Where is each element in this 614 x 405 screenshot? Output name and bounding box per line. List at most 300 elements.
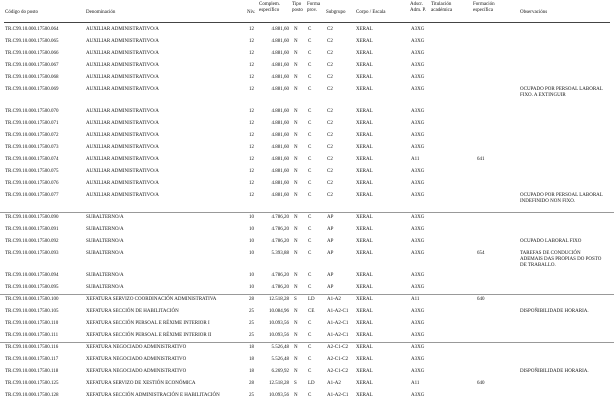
cell-subgrupo: A2-C1-C2 [327, 345, 349, 350]
cell-nivel: 18 [249, 357, 254, 362]
cell-codigo: TR.C99.10.000.17500.095 [5, 285, 59, 290]
cell-corpo: XERAL [356, 169, 373, 174]
cell-tipo: N [294, 357, 298, 362]
cell-corpo: XERAL [356, 369, 373, 374]
cell-complemento: 4.881,60 [271, 87, 289, 92]
cell-denominacion: AUXILIAR ADMINISTRATIVO/A [86, 27, 159, 32]
cell-adscricion: A3XG [411, 309, 425, 314]
header-nivel: Niv. [247, 10, 256, 15]
cell-subgrupo: AP [327, 251, 334, 256]
cell-tipo: N [294, 333, 298, 338]
cell-nivel: 12 [249, 133, 254, 138]
cell-nivel: 25 [249, 333, 254, 338]
cell-tipo: S [294, 297, 297, 302]
cell-complemento: 4.881,60 [271, 109, 289, 114]
cell-formacion: 641 [477, 157, 485, 162]
cell-adscricion: A3XG [411, 251, 425, 256]
cell-corpo: XERAL [356, 273, 373, 278]
cell-adscricion: A3XG [411, 215, 425, 220]
header-subgrupo: Subgrupo [326, 10, 346, 15]
cell-codigo: TR.C99.10.000.17500.066 [5, 51, 59, 56]
cell-observacions: DISPOÑIBILIDADE HORARIA. [520, 309, 589, 314]
cell-codigo: TR.C99.10.000.17500.111 [5, 333, 59, 338]
cell-denominacion: AUXILIAR ADMINISTRATIVO/A [86, 109, 159, 114]
cell-corpo: XERAL [356, 63, 373, 68]
cell-adscricion: A3XG [411, 133, 425, 138]
cell-denominacion: AUXILIAR ADMINISTRATIVO/A [86, 193, 159, 198]
cell-denominacion: SUBALTERNO/A [86, 227, 124, 232]
cell-corpo: XERAL [356, 157, 373, 162]
cell-observacions: OCUPADO LABORAL FIXO [520, 239, 582, 244]
cell-forma: CE [308, 309, 315, 314]
table-row [0, 49, 614, 60]
cell-subgrupo: C2 [327, 63, 333, 68]
cell-complemento: 4.786,20 [271, 285, 289, 290]
table-row [0, 249, 614, 270]
cell-complemento: 6.269,92 [271, 369, 289, 374]
cell-tipo: N [294, 251, 298, 256]
cell-codigo: TR.C99.10.000.17500.071 [5, 121, 59, 126]
cell-codigo: TR.C99.10.000.17500.069 [5, 87, 59, 92]
cell-corpo: XERAL [356, 227, 373, 232]
cell-adscricion: A3XG [411, 239, 425, 244]
cell-tipo: N [294, 169, 298, 174]
cell-subgrupo: C2 [327, 193, 333, 198]
cell-tipo: N [294, 239, 298, 244]
cell-corpo: XERAL [356, 27, 373, 32]
cell-tipo: N [294, 145, 298, 150]
table-row [0, 191, 614, 213]
table-row [0, 367, 614, 378]
cell-adscricion: A3XG [411, 51, 425, 56]
cell-denominacion: XEFATURA SECCIÓN PERSOAL E RÉXIME INTERIOR II [86, 333, 212, 338]
cell-complemento: 4.881,60 [271, 51, 289, 56]
cell-denominacion: AUXILIAR ADMINISTRATIVO/A [86, 39, 159, 44]
table-row [0, 25, 614, 36]
cell-complemento: 4.786,20 [271, 273, 289, 278]
table-row [0, 37, 614, 48]
cell-observacions: OCUPADO POR PERSOAL LABORAL FIXO. A EXTINGUIR [520, 87, 603, 98]
cell-observacions: TAREFAS DE CONDUCIÓN ADEMAIS DAS PROPIAS DO POSTO DE TRABALLO. [520, 251, 602, 268]
cell-forma: C [308, 75, 312, 80]
cell-forma: C [308, 133, 312, 138]
header-corpo: Corpo / Escala [356, 10, 386, 15]
cell-adscricion: A3XG [411, 193, 425, 198]
cell-codigo: TR.C99.10.000.17500.091 [5, 227, 59, 232]
cell-forma: C [308, 63, 312, 68]
cell-forma: C [308, 227, 312, 232]
cell-forma: C [308, 27, 312, 32]
cell-adscricion: A3XG [411, 121, 425, 126]
cell-nivel: 25 [249, 393, 254, 398]
cell-nivel: 18 [249, 369, 254, 374]
cell-nivel: 12 [249, 193, 254, 198]
cell-codigo: TR.C99.10.000.17500.110 [5, 321, 59, 326]
cell-complemento: 12.518,28 [269, 297, 289, 302]
cell-tipo: N [294, 27, 298, 32]
cell-tipo: N [294, 121, 298, 126]
cell-nivel: 12 [249, 51, 254, 56]
cell-denominacion: XEFATURA SERVIZO COORDINACIÓN ADMINISTRATIVA [86, 297, 217, 302]
cell-adscricion: A3XG [411, 345, 425, 350]
cell-denominacion: AUXILIAR ADMINISTRATIVO/A [86, 133, 159, 138]
cell-codigo: TR.C99.10.000.17500.118 [5, 369, 59, 374]
cell-nivel: 10 [249, 227, 254, 232]
cell-complemento: 4.881,60 [271, 157, 289, 162]
cell-subgrupo: AP [327, 215, 334, 220]
cell-subgrupo: AP [327, 273, 334, 278]
cell-corpo: XERAL [356, 345, 373, 350]
cell-tipo: N [294, 393, 298, 398]
cell-forma: C [308, 181, 312, 186]
cell-codigo: TR.C99.10.000.17500.105 [5, 309, 59, 314]
cell-codigo: TR.C99.10.000.17500.076 [5, 181, 59, 186]
table-row [0, 295, 614, 306]
cell-nivel: 10 [249, 285, 254, 290]
cell-adscricion: A3XG [411, 169, 425, 174]
cell-denominacion: AUXILIAR ADMINISTRATIVO/A [86, 87, 159, 92]
cell-complemento: 5.526,48 [271, 345, 289, 350]
cell-corpo: XERAL [356, 285, 373, 290]
cell-subgrupo: C2 [327, 51, 333, 56]
cell-corpo: XERAL [356, 109, 373, 114]
cell-observacions: DISPOÑIBILIDADE HORARIA. [520, 369, 589, 374]
table-row [0, 283, 614, 295]
cell-forma: C [308, 345, 312, 350]
cell-denominacion: SUBALTERNO/A [86, 215, 124, 220]
cell-denominacion: AUXILIAR ADMINISTRATIVO/A [86, 157, 159, 162]
cell-nivel: 12 [249, 181, 254, 186]
cell-corpo: XERAL [356, 181, 373, 186]
cell-nivel: 10 [249, 251, 254, 256]
cell-nivel: 12 [249, 169, 254, 174]
cell-adscricion: A3XG [411, 75, 425, 80]
cell-denominacion: AUXILIAR ADMINISTRATIVO/A [86, 51, 159, 56]
cell-codigo: TR.C99.10.000.17500.128 [5, 393, 59, 398]
table-row [0, 391, 614, 402]
cell-adscricion: A3XG [411, 27, 425, 32]
table-row [0, 307, 614, 318]
cell-tipo: N [294, 227, 298, 232]
header-complemento: Complem. específico [259, 2, 280, 13]
cell-forma: C [308, 357, 312, 362]
cell-complemento: 5.393,88 [271, 251, 289, 256]
cell-nivel: 12 [249, 121, 254, 126]
cell-corpo: XERAL [356, 51, 373, 56]
cell-adscricion: A3XG [411, 393, 425, 398]
table-row [0, 167, 614, 178]
cell-complemento: 10.093,56 [269, 333, 289, 338]
header-forma: Forma prov. [307, 2, 321, 13]
cell-codigo: TR.C99.10.000.17500.065 [5, 39, 59, 44]
table-row [0, 271, 614, 282]
cell-denominacion: AUXILIAR ADMINISTRATIVO/A [86, 169, 159, 174]
cell-codigo: TR.C99.10.000.17500.064 [5, 27, 59, 32]
cell-subgrupo: AP [327, 239, 334, 244]
cell-tipo: N [294, 51, 298, 56]
cell-codigo: TR.C99.10.000.17500.090 [5, 215, 59, 220]
cell-codigo: TR.C99.10.000.17500.068 [5, 75, 59, 80]
cell-adscricion: A3XG [411, 273, 425, 278]
cell-adscricion: A3XG [411, 109, 425, 114]
cell-corpo: XERAL [356, 133, 373, 138]
cell-adscricion: A3XG [411, 357, 425, 362]
cell-corpo: XERAL [356, 321, 373, 326]
cell-corpo: XERAL [356, 239, 373, 244]
cell-forma: C [308, 333, 312, 338]
cell-denominacion: XEFATURA NEGOCIADO ADMINISTRATIVO [86, 357, 187, 362]
table-row [0, 379, 614, 390]
table-row [0, 119, 614, 130]
cell-forma: C [308, 273, 312, 278]
table-row [0, 343, 614, 354]
cell-complemento: 4.881,60 [271, 133, 289, 138]
cell-corpo: XERAL [356, 145, 373, 150]
cell-corpo: XERAL [356, 39, 373, 44]
cell-tipo: N [294, 133, 298, 138]
cell-codigo: TR.C99.10.000.17500.093 [5, 251, 59, 256]
cell-complemento: 4.881,60 [271, 145, 289, 150]
header-adscricion: Adscr. Adm. P. [410, 2, 426, 13]
cell-complemento: 4.881,60 [271, 169, 289, 174]
cell-codigo: TR.C99.10.000.17500.100 [5, 297, 59, 302]
cell-tipo: N [294, 215, 298, 220]
table-row [0, 107, 614, 118]
cell-denominacion: AUXILIAR ADMINISTRATIVO/A [86, 121, 159, 126]
cell-nivel: 18 [249, 345, 254, 350]
cell-tipo: N [294, 63, 298, 68]
header-observacions: Observacións [520, 10, 548, 15]
header-denominacion: Denominación [86, 10, 116, 15]
cell-tipo: N [294, 39, 298, 44]
cell-corpo: XERAL [356, 357, 373, 362]
cell-complemento: 12.518,28 [269, 381, 289, 386]
cell-forma: LD [308, 297, 315, 302]
cell-formacion: 640 [477, 381, 485, 386]
cell-nivel: 25 [249, 309, 254, 314]
cell-subgrupo: C2 [327, 133, 333, 138]
cell-denominacion: SUBALTERNO/A [86, 273, 124, 278]
table-row [0, 331, 614, 343]
cell-tipo: S [294, 381, 297, 386]
cell-codigo: TR.C99.10.000.17500.094 [5, 273, 59, 278]
cell-codigo: TR.C99.10.000.17500.073 [5, 145, 59, 150]
cell-denominacion: XEFATURA NEGOCIADO ADMINISTRATIVO [86, 345, 187, 350]
cell-observacions: OCUPADO POR PERSOAL LABORAL INDEFINIDO NON FIXO. [520, 193, 603, 204]
cell-subgrupo: C2 [327, 145, 333, 150]
cell-nivel: 12 [249, 75, 254, 80]
cell-forma: C [308, 369, 312, 374]
table-row [0, 179, 614, 190]
cell-corpo: XERAL [356, 393, 373, 398]
cell-codigo: TR.C99.10.000.17500.092 [5, 239, 59, 244]
cell-forma: C [308, 169, 312, 174]
cell-subgrupo: C2 [327, 169, 333, 174]
cell-nivel: 12 [249, 87, 254, 92]
cell-tipo: N [294, 345, 298, 350]
header-divider [4, 22, 610, 23]
cell-adscricion: A3XG [411, 39, 425, 44]
cell-subgrupo: C2 [327, 157, 333, 162]
table-row [0, 237, 614, 248]
cell-forma: C [308, 251, 312, 256]
cell-complemento: 4.881,60 [271, 27, 289, 32]
cell-nivel: 10 [249, 273, 254, 278]
cell-subgrupo: A2-C1-C2 [327, 357, 349, 362]
cell-complemento: 4.881,60 [271, 63, 289, 68]
cell-corpo: XERAL [356, 297, 373, 302]
cell-complemento: 4.786,20 [271, 239, 289, 244]
cell-adscricion: A3XG [411, 145, 425, 150]
cell-subgrupo: C2 [327, 109, 333, 114]
cell-forma: C [308, 285, 312, 290]
cell-adscricion: A3XG [411, 321, 425, 326]
cell-nivel: 12 [249, 157, 254, 162]
header-tipo: Tipo posto [292, 2, 303, 13]
table-row [0, 225, 614, 236]
cell-forma: C [308, 109, 312, 114]
cell-forma: C [308, 145, 312, 150]
cell-adscricion: A11 [411, 157, 420, 162]
cell-complemento: 4.881,60 [271, 193, 289, 198]
cell-corpo: XERAL [356, 75, 373, 80]
cell-subgrupo: C2 [327, 87, 333, 92]
cell-subgrupo: C2 [327, 75, 333, 80]
cell-complemento: 4.786,20 [271, 227, 289, 232]
table-row [0, 61, 614, 72]
cell-complemento: 4.786,20 [271, 215, 289, 220]
table-row [0, 355, 614, 366]
cell-complemento: 4.881,60 [271, 181, 289, 186]
cell-subgrupo: C2 [327, 39, 333, 44]
cell-corpo: XERAL [356, 193, 373, 198]
header-formacion: Formación específica [473, 2, 495, 13]
cell-subgrupo: A1-A2-C1 [327, 309, 349, 314]
cell-forma: C [308, 215, 312, 220]
table-row [0, 319, 614, 330]
cell-forma: LD [308, 381, 315, 386]
cell-complemento: 4.881,60 [271, 75, 289, 80]
cell-tipo: N [294, 273, 298, 278]
cell-tipo: N [294, 87, 298, 92]
cell-corpo: XERAL [356, 309, 373, 314]
cell-denominacion: SUBALTERNO/A [86, 251, 124, 256]
cell-complemento: 10.093,56 [269, 393, 289, 398]
table-row [0, 213, 614, 224]
cell-denominacion: SUBALTERNO/A [86, 239, 124, 244]
cell-nivel: 12 [249, 145, 254, 150]
cell-corpo: XERAL [356, 251, 373, 256]
cell-corpo: XERAL [356, 215, 373, 220]
cell-subgrupo: A1-A2 [327, 381, 341, 386]
cell-nivel: 10 [249, 239, 254, 244]
cell-codigo: TR.C99.10.000.17500.117 [5, 357, 59, 362]
cell-codigo: TR.C99.10.000.17500.074 [5, 157, 59, 162]
table-row [0, 85, 614, 106]
cell-adscricion: A3XG [411, 87, 425, 92]
cell-subgrupo: C2 [327, 181, 333, 186]
cell-nivel: 28 [249, 381, 254, 386]
cell-forma: C [308, 393, 312, 398]
cell-tipo: N [294, 285, 298, 290]
table-row [0, 143, 614, 154]
cell-codigo: TR.C99.10.000.17500.075 [5, 169, 59, 174]
cell-subgrupo: AP [327, 285, 334, 290]
cell-complemento: 4.881,60 [271, 121, 289, 126]
cell-tipo: N [294, 193, 298, 198]
cell-denominacion: XEFATURA NEGOCIADO ADMINISTRATIVO [86, 369, 187, 374]
cell-tipo: N [294, 369, 298, 374]
cell-formacion: 640 [477, 297, 485, 302]
cell-subgrupo: C2 [327, 121, 333, 126]
cell-codigo: TR.C99.10.000.17500.077 [5, 193, 59, 198]
cell-denominacion: AUXILIAR ADMINISTRATIVO/A [86, 145, 159, 150]
cell-forma: C [308, 39, 312, 44]
cell-subgrupo: C2 [327, 27, 333, 32]
table-row [0, 73, 614, 84]
cell-denominacion: XEFATURA SERVIZO DE XESTIÓN ECONÓMICA [86, 381, 196, 386]
cell-adscricion: A11 [411, 381, 420, 386]
cell-denominacion: XEFATURA SECCIÓN PERSOAL E RÉXIME INTERIOR I [86, 321, 210, 326]
cell-nivel: 28 [249, 297, 254, 302]
cell-corpo: XERAL [356, 381, 373, 386]
cell-denominacion: AUXILIAR ADMINISTRATIVO/A [86, 181, 159, 186]
cell-codigo: TR.C99.10.000.17500.067 [5, 63, 59, 68]
cell-adscricion: A11 [411, 297, 420, 302]
cell-forma: C [308, 121, 312, 126]
cell-adscricion: A3XG [411, 285, 425, 290]
table-row [0, 155, 614, 166]
cell-tipo: N [294, 157, 298, 162]
cell-forma: C [308, 239, 312, 244]
cell-forma: C [308, 193, 312, 198]
cell-tipo: N [294, 309, 298, 314]
table-row [0, 131, 614, 142]
cell-forma: C [308, 87, 312, 92]
cell-denominacion: AUXILIAR ADMINISTRATIVO/A [86, 63, 159, 68]
cell-denominacion: XEFATURA SECCIÓN DE HABILITACIÓN [86, 309, 179, 314]
cell-codigo: TR.C99.10.000.17500.125 [5, 381, 59, 386]
cell-subgrupo: A1-A2 [327, 297, 341, 302]
header-titulacion: Titulación académica [431, 2, 453, 13]
cell-nivel: 12 [249, 63, 254, 68]
cell-adscricion: A3XG [411, 181, 425, 186]
cell-denominacion: SUBALTERNO/A [86, 285, 124, 290]
table-header [0, 0, 614, 24]
cell-denominacion: XEFATURA SECCIÓN ADMINISTRACIÓN E HABILITACIÓN [86, 393, 220, 398]
cell-subgrupo: A1-A2-C1 [327, 333, 349, 338]
cell-codigo: TR.C99.10.000.17500.070 [5, 109, 59, 114]
cell-subgrupo: AP [327, 227, 334, 232]
cell-adscricion: A3XG [411, 333, 425, 338]
cell-tipo: N [294, 109, 298, 114]
cell-nivel: 12 [249, 39, 254, 44]
cell-tipo: N [294, 75, 298, 80]
cell-adscricion: A3XG [411, 227, 425, 232]
cell-subgrupo: A1-A2-C1 [327, 393, 349, 398]
cell-codigo: TR.C99.10.000.17500.116 [5, 345, 59, 350]
cell-adscricion: A3XG [411, 369, 425, 374]
cell-subgrupo: A2-C1-C2 [327, 369, 349, 374]
cell-complemento: 5.526,48 [271, 357, 289, 362]
cell-adscricion: A3XG [411, 63, 425, 68]
cell-complemento: 4.881,60 [271, 39, 289, 44]
cell-nivel: 12 [249, 109, 254, 114]
cell-tipo: N [294, 321, 298, 326]
cell-complemento: 10.084,96 [269, 309, 289, 314]
cell-denominacion: AUXILIAR ADMINISTRATIVO/A [86, 75, 159, 80]
cell-nivel: 25 [249, 321, 254, 326]
